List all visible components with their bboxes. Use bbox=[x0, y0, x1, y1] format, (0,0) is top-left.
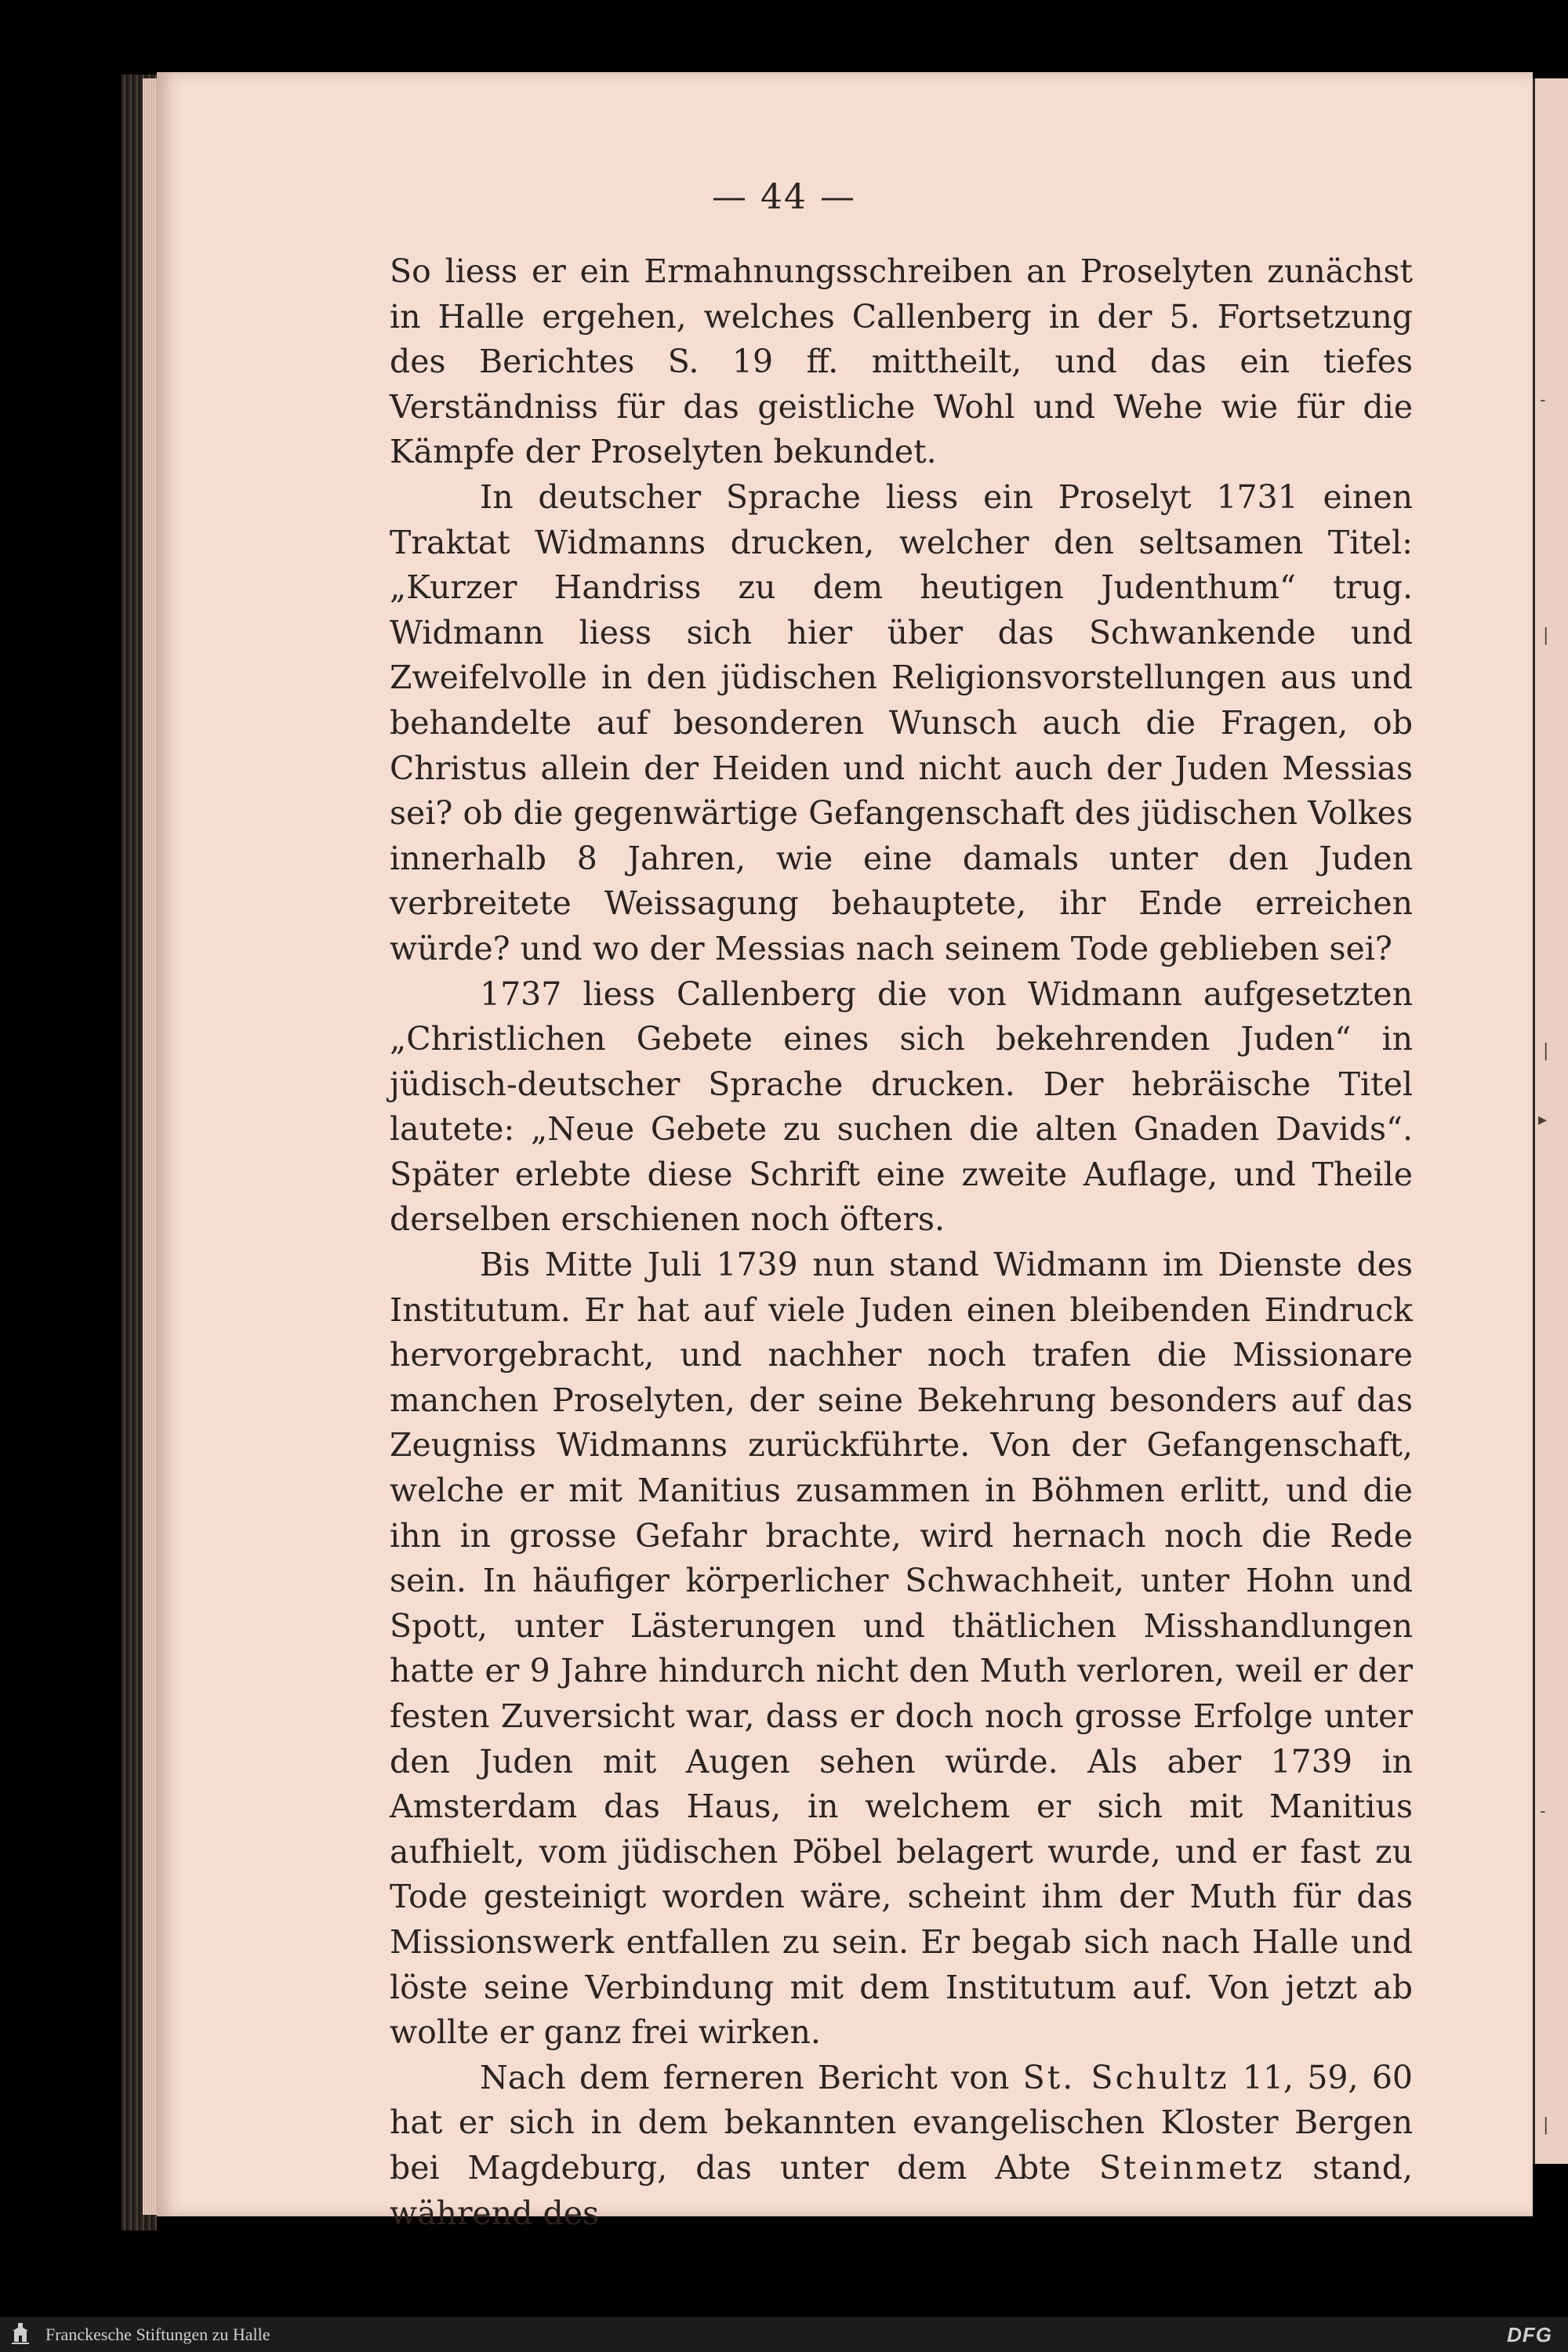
margin-mark: ▸ bbox=[1538, 1110, 1548, 1130]
page-number: — 44 — bbox=[712, 177, 856, 217]
viewer-footer bbox=[0, 2317, 1568, 2352]
person-name: Steinmetz bbox=[1098, 2148, 1285, 2187]
margin-mark: | bbox=[1543, 1041, 1549, 1061]
text-run: 11, 59, 60 hat er sich in dem bekannten evangelischen Kloster Bergen bei Magdeburg, das unter dem Abte bbox=[390, 2058, 1413, 2187]
building-logo-icon bbox=[9, 2321, 31, 2347]
paragraph: In deutscher Sprache liess ein Proselyt 1731 einen Traktat Widmanns drucken, welcher den seltsamen Titel: „Kurzer Handriss zu dem heutigen Judenthum“ trug. Widmann liess sich hier über das Schwankende und Zweifelvolle in den jüdischen Religionsvorstellungen aus und behandelte auf besonderen Wunsch auch die Fragen, ob Christus allein der Heiden und nicht auch der Juden Messias sei? ob die gegenwärtige Gefangenschaft des jüdischen Volkes innerhalb 8 Jahren, wie eine damals unter den Juden verbreitete Weissagung behauptete, ihr Ende erreichen würde? und wo der Messias nach seinem Tode geblieben sei? bbox=[390, 477, 1413, 967]
facing-page-edge bbox=[1533, 78, 1568, 2164]
text-run: stand, während des bbox=[390, 2148, 1413, 2232]
margin-mark: | bbox=[1543, 2115, 1549, 2135]
institution-name: Franckesche Stiftungen zu Halle bbox=[45, 2325, 270, 2344]
margin-mark: - bbox=[1540, 1802, 1546, 1821]
paragraph: 1737 liess Callenberg die von Widmann aufgesetzten „Christlichen Gebete eines sich bekehrenden Juden“ in jüdisch-deutscher Sprache drucken. Der hebräische Titel lautete: „Neue Gebete zu suchen die alten Gnaden Davids“. Später erlebte diese Schrift eine zweite Auflage, und Theile derselben erschienen noch öfters. bbox=[390, 975, 1413, 1239]
margin-mark: - bbox=[1540, 390, 1546, 410]
text-run: Nach dem ferneren Bericht von bbox=[480, 2058, 1023, 2096]
margin-mark: | bbox=[1543, 626, 1549, 645]
paragraph bbox=[390, 2056, 1413, 2236]
author-name: St. Schultz bbox=[1022, 2058, 1229, 2096]
paragraph: Bis Mitte Juli 1739 nun stand Widmann im Dienste des Institutum. Er hat auf viele Juden einen bleibenden Eindruck hervorgebracht, und nachher noch trafen die Missionare manchen Proselyten, der seine Bekehrung besonders auf das Zeugniss Widmanns zurückführte. Von der Gefangenschaft, welche er mit Manitius zusammen in Böhmen erlitt, und die ihn in grosse Gefahr brachte, wird hernach noch die Rede sein. In häufiger körperlicher Schwachheit, unter Hohn und Spott, unter Lästerungen und thätlichen Misshandlungen hatte er 9 Jahre hindurch nicht den Muth verloren, weil er der festen Zuversicht war, dass er doch noch grosse Erfolge unter den Juden mit Augen sehen würde. Als aber 1739 in Amsterdam das Haus, in welchem er sich mit Manitius aufhielt, vom jüdischen Pöbel belagert wurde, und er fast zu Tode gesteinigt worden wäre, scheint ihm der Muth für das Missionswerk entfallen zu sein. Er begab sich nach Halle und löste seine Verbindung mit dem Institutum auf. Von jetzt ab wollte er ganz frei wirken. bbox=[390, 1246, 1413, 2052]
paragraph: So liess er ein Ermahnungsschreiben an Proselyten zunächst in Halle ergehen, welches Callenberg in der 5. Fortsetzung des Berichtes S. 19 ff. mittheilt, und das ein tiefes Verständniss für das geistliche Wohl und Wehe wie für die Kämpfe der Proselyten bekundet. bbox=[390, 252, 1413, 471]
dfg-logo: DFG bbox=[1507, 2323, 1552, 2347]
body-text bbox=[390, 249, 1413, 2236]
